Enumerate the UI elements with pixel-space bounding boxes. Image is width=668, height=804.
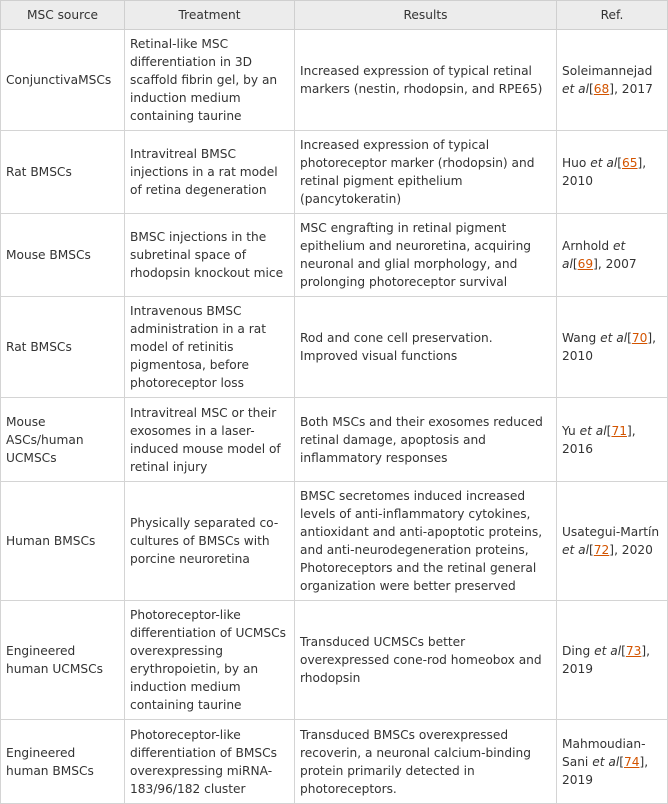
cell-msc-source: Rat BMSCs <box>1 131 125 214</box>
table-row <box>1 482 668 601</box>
header-treatment: Treatment <box>125 1 295 30</box>
table-row <box>1 131 668 214</box>
ref-etal: et al <box>594 644 622 658</box>
header-ref: Ref. <box>557 1 668 30</box>
ref-author: Wang <box>562 331 597 345</box>
ref-author: Huo <box>562 156 587 170</box>
ref-link-71[interactable]: 71 <box>611 423 627 438</box>
ref-link-72[interactable]: 72 <box>593 543 610 557</box>
ref-year: , 2020 <box>614 543 653 557</box>
ref-year: , 2010 <box>562 156 647 188</box>
ref-etal: et al <box>590 156 618 170</box>
cell-results: Both MSCs and their exosomes reduced retinal damage, apoptosis and inflammatory responses <box>295 398 557 482</box>
ref-author: Arnhold <box>562 239 610 253</box>
cell-treatment: BMSC injections in the subretinal space of rhodopsin knockout mice <box>125 214 295 297</box>
cell-ref: Huo et al[65], 2010 <box>557 131 668 214</box>
header-results: Results <box>295 1 557 30</box>
cell-treatment: Intravenous BMSC administration in a rat model of retinitis pigmentosa, before photoreceptor loss <box>125 297 295 398</box>
table-row <box>1 214 668 297</box>
cell-treatment: Intravitreal BMSC injections in a rat model of retina degeneration <box>125 131 295 214</box>
cell-treatment: Intravitreal MSC or their exosomes in a laser-induced mouse model of retinal injury <box>125 398 295 482</box>
ref-link-65[interactable]: 65 <box>622 156 638 170</box>
ref-etal: et al <box>579 423 607 438</box>
table-row <box>1 601 668 720</box>
ref-link-74[interactable]: 74 <box>623 754 640 769</box>
ref-etal: et al <box>600 331 628 345</box>
ref-author: Soleimannejad <box>562 64 653 78</box>
cell-treatment: Physically separated co-cultures of BMSCs with porcine neuroretina <box>125 482 295 601</box>
ref-etal: et al <box>562 239 626 271</box>
cell-ref: Usategui-Martín et al[72], 2020 <box>557 482 668 601</box>
table-row <box>1 398 668 482</box>
cell-ref: Ding et al[73], 2019 <box>557 601 668 720</box>
cell-treatment: Photoreceptor-like differentiation of BMSCs overexpressing miRNA-183/96/182 cluster <box>125 720 295 804</box>
cell-msc-source: Mouse ASCs/human UCMSCs <box>1 398 125 482</box>
ref-year: , 2010 <box>562 331 657 363</box>
ref-year: , 2017 <box>614 82 653 96</box>
ref-author: Usategui-Martín <box>562 525 660 539</box>
ref-year: , 2016 <box>562 423 636 456</box>
cell-treatment: Retinal-like MSC differentiation in 3D scaffold fibrin gel, by an induction medium containing taurine <box>125 30 295 131</box>
table-header-row <box>1 1 668 30</box>
cell-results: Increased expression of typical retinal markers (nestin, rhodopsin, and RPE65) <box>295 30 557 131</box>
cell-msc-source: Rat BMSCs <box>1 297 125 398</box>
cell-ref: Mahmoudian-Sani et al[74], 2019 <box>557 720 668 804</box>
ref-author: Yu <box>562 423 576 438</box>
cell-results: Rod and cone cell preservation. Improved visual functions <box>295 297 557 398</box>
ref-link-70[interactable]: 70 <box>631 331 648 345</box>
ref-link-73[interactable]: 73 <box>625 644 642 658</box>
ref-etal: et al <box>592 754 620 769</box>
cell-ref: Wang et al[70], 2010 <box>557 297 668 398</box>
ref-link-69[interactable]: 69 <box>577 257 594 271</box>
ref-author: Mahmoudian-Sani <box>562 736 646 769</box>
table-row <box>1 30 668 131</box>
cell-ref: Soleimannejad et al[68], 2017 <box>557 30 668 131</box>
ref-author: Ding <box>562 644 591 658</box>
header-msc-source: MSC source <box>1 1 125 30</box>
cell-msc-source: ConjunctivaMSCs <box>1 30 125 131</box>
ref-link-68[interactable]: 68 <box>593 82 610 96</box>
ref-year: , 2007 <box>597 257 637 271</box>
cell-msc-source: Engineered human UCMSCs <box>1 601 125 720</box>
cell-results: MSC engrafting in retinal pigment epithelium and neuroretina, acquiring neuronal and glial morphology, and prolonging photoreceptor survival <box>295 214 557 297</box>
cell-results: BMSC secretomes induced increased levels of anti-inflammatory cytokines, antioxidant and anti-apoptotic proteins, and anti-neurodegeneration proteins, Photoreceptors and the retinal general organization were better preserved <box>295 482 557 601</box>
cell-msc-source: Human BMSCs <box>1 482 125 601</box>
ref-etal: et al <box>562 543 590 557</box>
cell-ref: Arnhold et al[69], 2007 <box>557 214 668 297</box>
table-row <box>1 720 668 804</box>
cell-results: Transduced BMSCs overexpressed recoverin, a neuronal calcium-binding protein primarily detected in photoreceptors. <box>295 720 557 804</box>
ref-year: , 2019 <box>562 754 649 787</box>
cell-msc-source: Mouse BMSCs <box>1 214 125 297</box>
cell-results: Increased expression of typical photoreceptor marker (rhodopsin) and retinal pigment epithelium (pancytokeratin) <box>295 131 557 214</box>
ref-etal: et al <box>562 82 590 96</box>
cell-results: Transduced UCMSCs better overexpressed cone-rod homeobox and rhodopsin <box>295 601 557 720</box>
ref-year: , 2019 <box>562 644 651 676</box>
cell-ref: Yu et al[71], 2016 <box>557 398 668 482</box>
table-row <box>1 297 668 398</box>
cell-treatment: Photoreceptor-like differentiation of UCMSCs overexpressing erythropoietin, by an induction medium containing taurine <box>125 601 295 720</box>
cell-msc-source: Engineered human BMSCs <box>1 720 125 804</box>
